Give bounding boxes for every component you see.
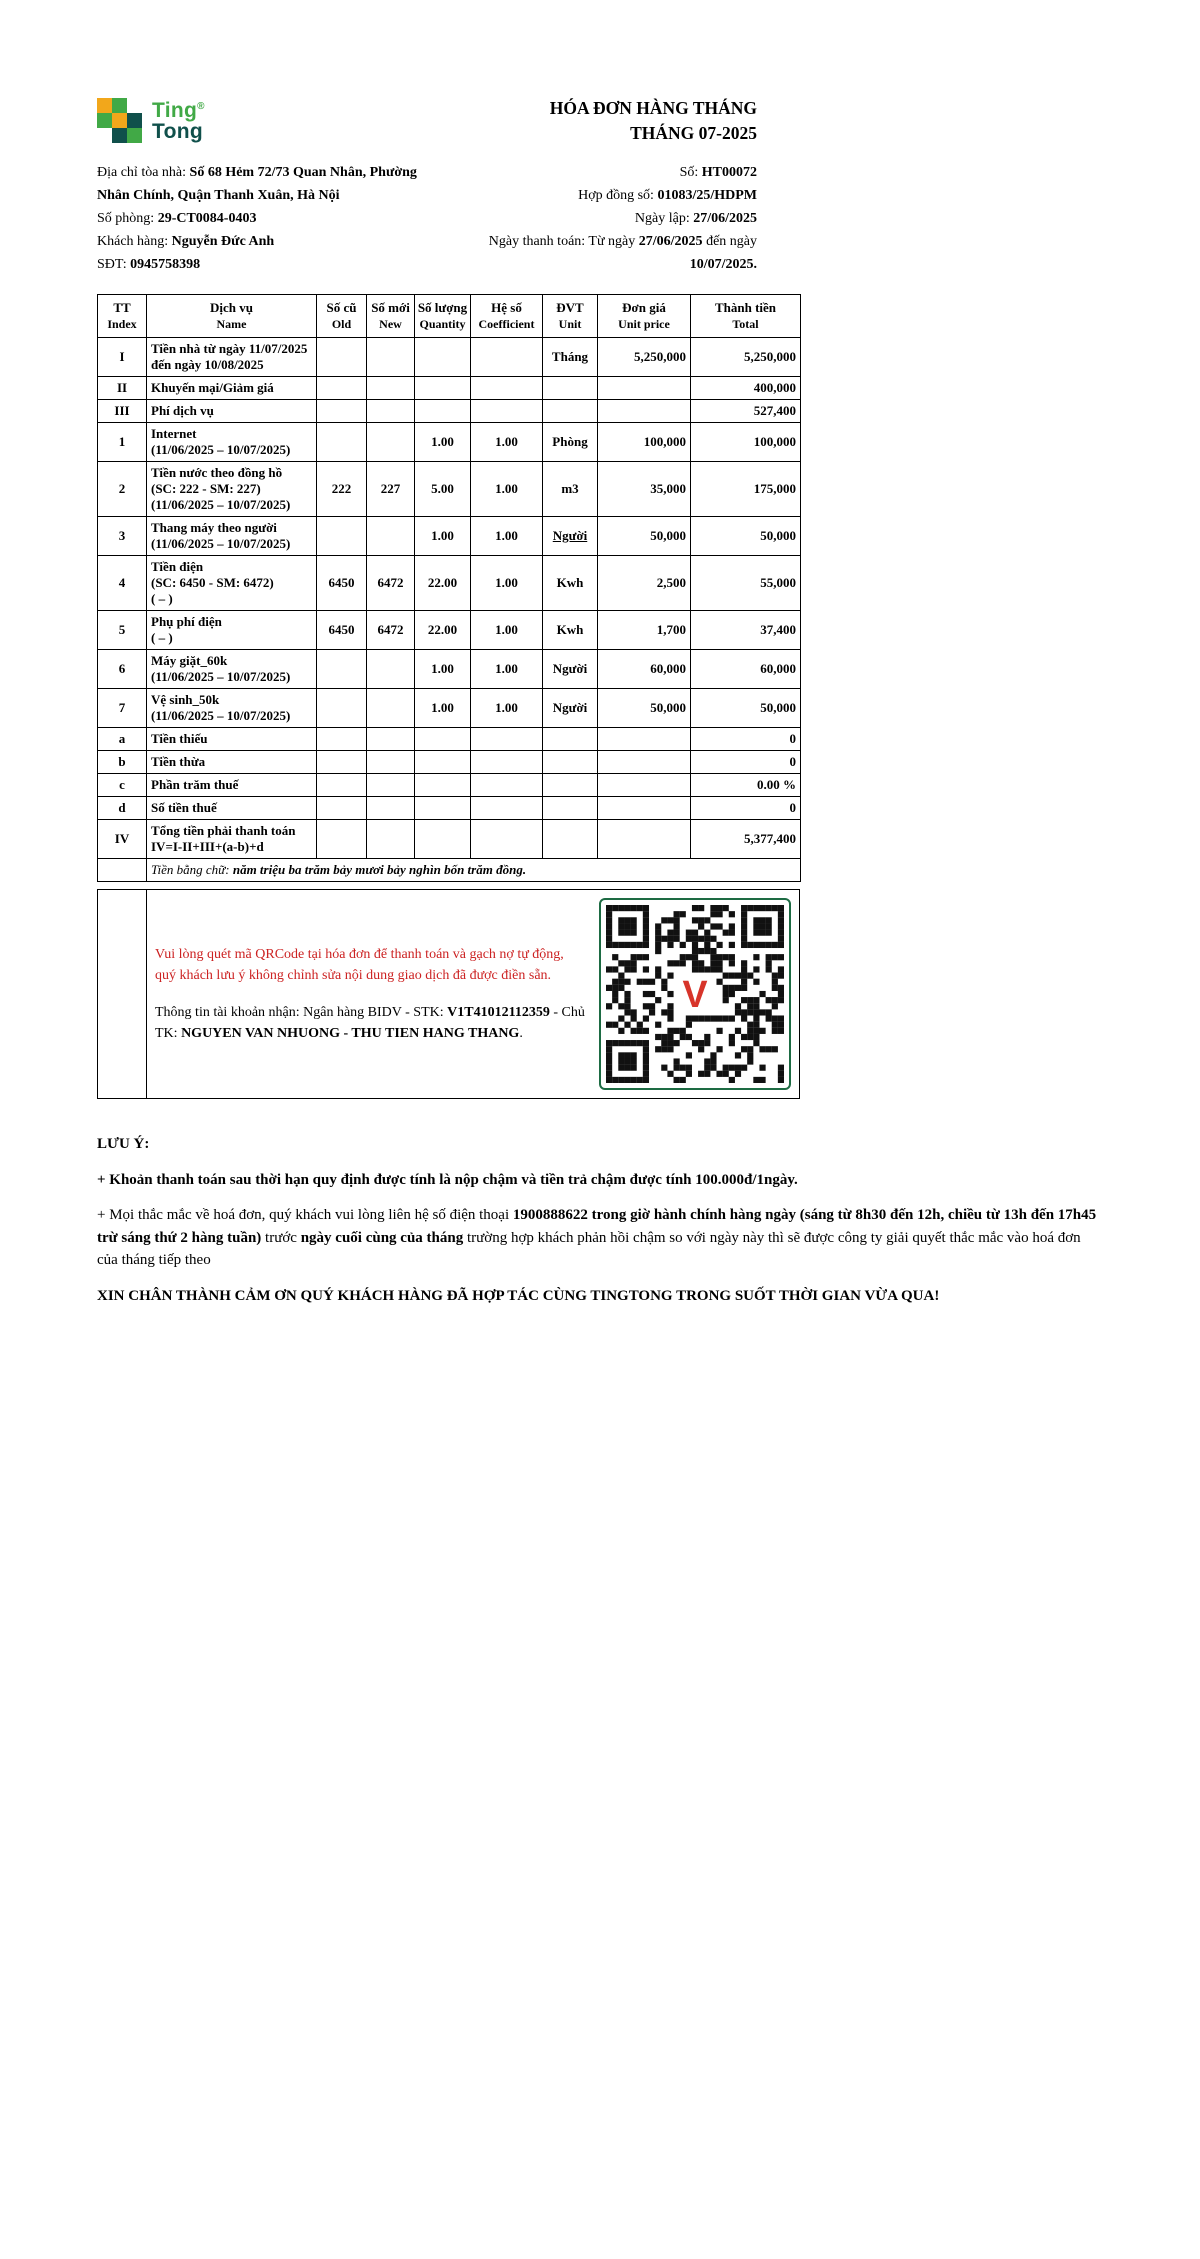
value-text: V1T41012112359 (447, 1005, 550, 1020)
table-row (98, 556, 801, 611)
value-text: ngày cuối cùng của tháng (300, 1229, 464, 1246)
cell-index: III (98, 400, 147, 423)
cell-old (317, 517, 367, 556)
table-row (98, 689, 801, 728)
qr-section-content (147, 890, 799, 1098)
info-line (97, 161, 445, 207)
cell-new (367, 797, 415, 820)
cell-old: 222 (317, 462, 367, 517)
cell-new (367, 400, 415, 423)
cell-total: 5,250,000 (691, 338, 801, 377)
cell-index: 1 (98, 423, 147, 462)
logo-pixel (97, 113, 112, 128)
cell-unit-price (598, 400, 691, 423)
value-text: NGUYEN VAN NHUONG - THU TIEN HANG THANG (181, 1026, 520, 1041)
registered-mark: ® (197, 101, 205, 112)
cell-coefficient: 1.00 (471, 423, 543, 462)
info-line (445, 230, 757, 276)
cell-service-name: Phần trăm thuế (147, 774, 317, 797)
cell-coefficient (471, 338, 543, 377)
cell-unit-price (598, 774, 691, 797)
cell-unit: Người (543, 517, 598, 556)
table-row (98, 611, 801, 650)
amount-words-value: năm triệu ba trăm bảy mươi bảy nghìn bốn trăm đồng. (232, 862, 527, 877)
qr-pattern-svg (606, 905, 784, 1083)
info-line (97, 230, 445, 253)
cell-index: c (98, 774, 147, 797)
cell-unit (543, 774, 598, 797)
info-left-column (97, 161, 445, 276)
svg-text:V: V (682, 972, 708, 1015)
cell-new: 6472 (367, 556, 415, 611)
value-text: 10/07/2025. (689, 257, 757, 272)
info-right-column (445, 161, 800, 276)
cell-coefficient (471, 400, 543, 423)
column-header: Hệ số Coefficient (471, 295, 543, 338)
amount-words-label: Tiền bằng chữ: (151, 862, 233, 877)
table-row (98, 400, 801, 423)
cell-total: 527,400 (691, 400, 801, 423)
table-row (98, 774, 801, 797)
cell-total: 100,000 (691, 423, 801, 462)
cell-new (367, 774, 415, 797)
cell-service-name: Tiền nước theo đồng hồ (SC: 222 - SM: 227) (11/06/2025 – 10/07/2025) (147, 462, 317, 517)
value-text: 1900888622 trong giờ hành chính hàng ngày (sáng từ 8h30 đến 12h, chiều từ 13h đến 17h45 trừ sáng thứ 2 hàng tuần) (97, 1207, 1097, 1246)
value-text: 0945758398 (130, 257, 201, 272)
cell-unit (543, 820, 598, 859)
cell-new (367, 377, 415, 400)
tingtong-pixel-icon (97, 98, 142, 143)
value-text: Số 68 Hẻm 72/73 Quan Nhân, Phường Nhân Chính, Quận Thanh Xuân, Hà Nội (97, 165, 417, 203)
table-row (98, 650, 801, 689)
cell-unit-price (598, 728, 691, 751)
cell-coefficient (471, 774, 543, 797)
label-text: đến ngày (702, 234, 757, 249)
cell-service-name: Internet (11/06/2025 – 10/07/2025) (147, 423, 317, 462)
cell-quantity (415, 728, 471, 751)
cell-new (367, 517, 415, 556)
column-header: Số cũ Old (317, 295, 367, 338)
cell-service-name: Phí dịch vụ (147, 400, 317, 423)
cell-old (317, 423, 367, 462)
value-text: 27/06/2025 (693, 211, 757, 226)
cell-index: a (98, 728, 147, 751)
label-text: trước (261, 1229, 301, 1246)
cell-coefficient: 1.00 (471, 689, 543, 728)
cell-total: 5,377,400 (691, 820, 801, 859)
cell-total: 0.00 % (691, 774, 801, 797)
logo-pixel (97, 98, 112, 113)
cell-quantity (415, 751, 471, 774)
footer-notes (97, 1133, 1103, 1307)
cell-quantity (415, 820, 471, 859)
cell-total: 0 (691, 797, 801, 820)
label-text: + Mọi thắc mắc về hoá đơn, quý khách vui lòng liên hệ số điện thoại (97, 1207, 513, 1223)
cell-old (317, 797, 367, 820)
cell-quantity (415, 774, 471, 797)
cell-total: 60,000 (691, 650, 801, 689)
value-text: HT00072 (701, 165, 757, 180)
label-text: Khách hàng: (97, 234, 172, 249)
cell-new (367, 423, 415, 462)
cell-total: 175,000 (691, 462, 801, 517)
cell-unit (543, 797, 598, 820)
cell-index: 4 (98, 556, 147, 611)
cell-new: 6472 (367, 611, 415, 650)
cell-new (367, 689, 415, 728)
column-header: Thành tiền Total (691, 295, 801, 338)
column-header: Số mới New (367, 295, 415, 338)
cell-quantity (415, 377, 471, 400)
cell-coefficient: 1.00 (471, 556, 543, 611)
cell-quantity: 1.00 (415, 517, 471, 556)
cell-new (367, 338, 415, 377)
logo-pixel (127, 128, 142, 143)
cell-unit (543, 377, 598, 400)
label-text: Ngày thanh toán: Từ ngày (488, 234, 639, 249)
info-line (97, 207, 445, 230)
cell-service-name: Tổng tiền phải thanh toán IV=I-II+III+(a-b)+d (147, 820, 317, 859)
cell-quantity (415, 338, 471, 377)
info-line (445, 207, 757, 230)
cell-unit-price: 5,250,000 (598, 338, 691, 377)
label-text: SĐT: (97, 257, 131, 272)
cell-index: 3 (98, 517, 147, 556)
logo-pixel (127, 113, 142, 128)
cell-coefficient (471, 377, 543, 400)
cell-index: 6 (98, 650, 147, 689)
value-text: 01083/25/HDPM (657, 188, 757, 203)
cell-total: 55,000 (691, 556, 801, 611)
table-row (98, 462, 801, 517)
cell-coefficient: 1.00 (471, 517, 543, 556)
cell-index: 2 (98, 462, 147, 517)
qr-payment-notice: Vui lòng quét mã QRCode tại hóa đơn để thanh toán và gạch nợ tự động, quý khách lưu ý không chỉnh sửa nội dung giao dịch đã được điền sẵn. (155, 947, 564, 983)
note-contact (97, 1204, 1103, 1272)
logo-pixel (112, 128, 127, 143)
cell-service-name: Phụ phí điện ( – ) (147, 611, 317, 650)
logo-pixel (112, 113, 127, 128)
cell-service-name: Khuyến mại/Giảm giá (147, 377, 317, 400)
cell-index: 5 (98, 611, 147, 650)
amount-in-words-row (98, 859, 801, 882)
qr-section (97, 889, 800, 1099)
cell-quantity: 5.00 (415, 462, 471, 517)
logo-text (152, 96, 205, 142)
cell-service-name: Tiền thừa (147, 751, 317, 774)
cell-coefficient: 1.00 (471, 462, 543, 517)
cell-unit-price: 50,000 (598, 689, 691, 728)
cell-index: IV (98, 820, 147, 859)
cell-service-name: Máy giặt_60k (11/06/2025 – 10/07/2025) (147, 650, 317, 689)
cell-old (317, 400, 367, 423)
logo-pixel (112, 98, 127, 113)
table-row (98, 820, 801, 859)
logo-text-tong: Tong (152, 120, 203, 143)
cell-unit: Phòng (543, 423, 598, 462)
logo-pixel (97, 128, 112, 143)
cell-unit-price (598, 797, 691, 820)
cell-old (317, 751, 367, 774)
label-text: Số: (679, 165, 702, 180)
cell-unit-price (598, 751, 691, 774)
label-text: Ngày lập: (634, 211, 694, 226)
cell-unit-price (598, 377, 691, 400)
cell-index: I (98, 338, 147, 377)
cell-coefficient: 1.00 (471, 611, 543, 650)
label-text: Địa chỉ tòa nhà: (97, 165, 190, 180)
qr-code (599, 898, 791, 1090)
label-text: - Chủ TK: (155, 1005, 585, 1041)
table-row (98, 751, 801, 774)
cell-unit (543, 728, 598, 751)
cell-old (317, 689, 367, 728)
cell-old (317, 377, 367, 400)
cell-service-name: Tiền điện (SC: 6450 - SM: 6472) ( – ) (147, 556, 317, 611)
cell-total: 50,000 (691, 517, 801, 556)
invoice-table (97, 294, 801, 882)
cell-new: 227 (367, 462, 415, 517)
column-header: Đơn giá Unit price (598, 295, 691, 338)
cell-unit-price (598, 820, 691, 859)
label-text: Thông tin tài khoản nhận: Ngân hàng BIDV - STK: (155, 1005, 448, 1020)
table-row (98, 377, 801, 400)
cell-service-name: Tiền nhà từ ngày 11/07/2025 đến ngày 10/08/2025 (147, 338, 317, 377)
cell-quantity (415, 400, 471, 423)
cell-index: II (98, 377, 147, 400)
brand-line1: Ting (152, 99, 198, 122)
note-late-payment: + Khoản thanh toán sau thời hạn quy định được tính là nộp chậm và tiền trả chậm được tính 100.000đ/1ngày. (97, 1171, 798, 1188)
value-text: 29-CT0084-0403 (157, 211, 257, 226)
cell-service-name: Tiền thiếu (147, 728, 317, 751)
cell-unit (543, 400, 598, 423)
cell-unit: Kwh (543, 611, 598, 650)
column-header: TT Index (98, 295, 147, 338)
cell-unit (543, 751, 598, 774)
table-row (98, 728, 801, 751)
table-row (98, 517, 801, 556)
cell-coefficient (471, 728, 543, 751)
info-line (97, 253, 445, 276)
cell-quantity: 22.00 (415, 611, 471, 650)
cell-unit-price: 50,000 (598, 517, 691, 556)
cell-total: 37,400 (691, 611, 801, 650)
cell-coefficient (471, 820, 543, 859)
cell-unit-price: 60,000 (598, 650, 691, 689)
info-line (445, 161, 757, 184)
cell-unit-price: 35,000 (598, 462, 691, 517)
cell-new (367, 650, 415, 689)
cell-quantity (415, 797, 471, 820)
cell-coefficient: 1.00 (471, 650, 543, 689)
value-text: 27/06/2025 (638, 234, 703, 249)
table-row (98, 423, 801, 462)
qr-text-block (155, 944, 587, 1044)
cell-old (317, 728, 367, 751)
qr-section-left-cell (98, 890, 147, 1098)
cell-unit: Người (543, 650, 598, 689)
tingtong-logo (97, 96, 205, 143)
column-header: Dịch vụ Name (147, 295, 317, 338)
cell-old: 6450 (317, 556, 367, 611)
cell-old (317, 820, 367, 859)
cell-new (367, 751, 415, 774)
label-text: Số phòng: (97, 211, 158, 226)
cell-total: 50,000 (691, 689, 801, 728)
cell-total: 0 (691, 728, 801, 751)
column-header: Số lượng Quantity (415, 295, 471, 338)
column-header: ĐVT Unit (543, 295, 598, 338)
logo-text-ting (152, 96, 205, 121)
value-text: Nguyễn Đức Anh (171, 234, 275, 249)
cell-new (367, 820, 415, 859)
label-text: . (519, 1026, 523, 1041)
cell-unit: Kwh (543, 556, 598, 611)
logo-pixel (127, 98, 142, 113)
cell-new (367, 728, 415, 751)
cell-index: d (98, 797, 147, 820)
info-line (445, 184, 757, 207)
invoice-info (97, 161, 800, 276)
table-row (98, 338, 801, 377)
cell-coefficient (471, 797, 543, 820)
bank-account-info (155, 1002, 587, 1044)
cell-index (98, 859, 147, 882)
table-header-row (98, 295, 801, 338)
cell-unit-price: 100,000 (598, 423, 691, 462)
cell-quantity: 1.00 (415, 423, 471, 462)
cell-old (317, 774, 367, 797)
notes-title: LƯU Ý: (97, 1136, 150, 1152)
cell-old (317, 338, 367, 377)
cell-unit-price: 2,500 (598, 556, 691, 611)
cell-service-name: Thang máy theo người (11/06/2025 – 10/07/2025) (147, 517, 317, 556)
cell-total: 0 (691, 751, 801, 774)
cell-index: b (98, 751, 147, 774)
cell-quantity: 1.00 (415, 689, 471, 728)
cell-coefficient (471, 751, 543, 774)
invoice-title: HÓA ĐƠN HÀNG THÁNG THÁNG 07-2025 (549, 98, 757, 143)
cell-unit-price: 1,700 (598, 611, 691, 650)
label-text: Hợp đồng số: (578, 188, 658, 203)
cell-quantity: 22.00 (415, 556, 471, 611)
thanks-message: XIN CHÂN THÀNH CẢM ƠN QUÝ KHÁCH HÀNG ĐÃ HỢP TÁC CÙNG TINGTONG TRONG SUỐT THỜI GIAN VỪA QUA! (97, 1287, 940, 1304)
cell-unit: Tháng (543, 338, 598, 377)
cell-service-name: Số tiền thuế (147, 797, 317, 820)
cell-quantity: 1.00 (415, 650, 471, 689)
cell-total: 400,000 (691, 377, 801, 400)
cell-service-name: Vệ sinh_50k (11/06/2025 – 10/07/2025) (147, 689, 317, 728)
cell-index: 7 (98, 689, 147, 728)
table-row (98, 797, 801, 820)
cell-unit: m3 (543, 462, 598, 517)
label-text: trường hợp khách phản hồi chậm so với ngày này thì sẽ được công ty giải quyết thắc mắc vào hoá đơn của tháng tiếp theo (97, 1229, 1081, 1268)
cell-old (317, 650, 367, 689)
amount-in-words (147, 859, 801, 882)
cell-old: 6450 (317, 611, 367, 650)
header (97, 96, 800, 145)
cell-unit: Người (543, 689, 598, 728)
